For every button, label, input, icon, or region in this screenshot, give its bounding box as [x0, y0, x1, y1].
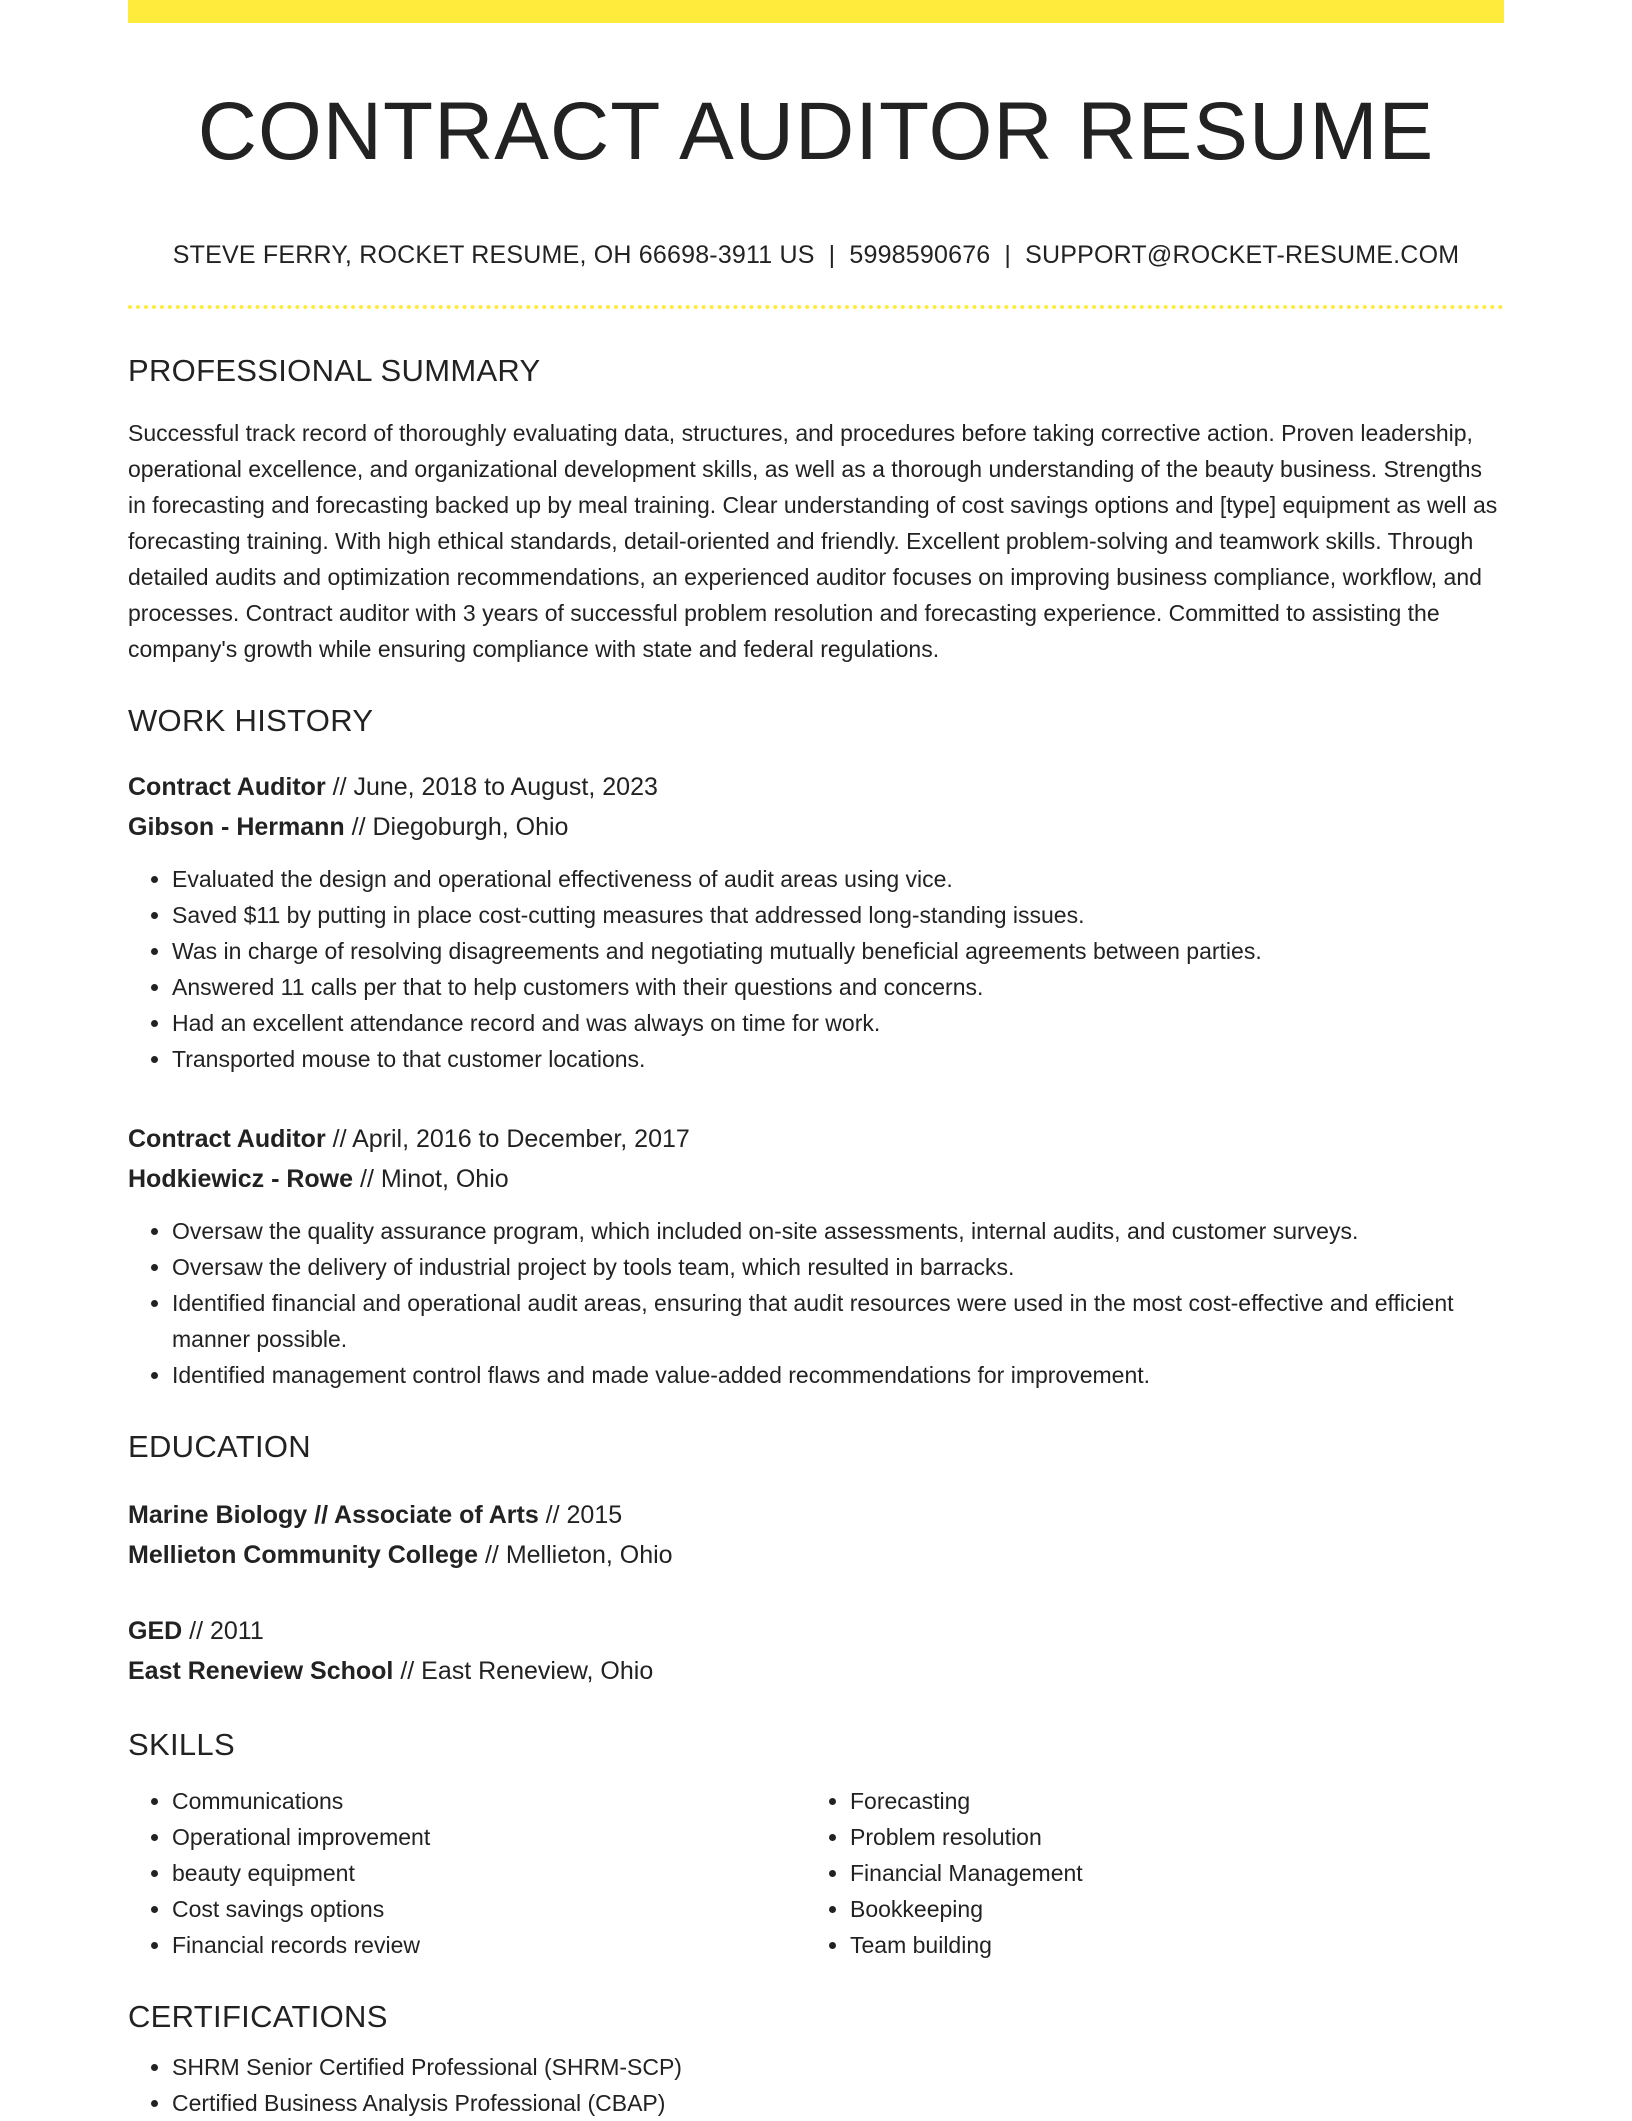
- list-item: • Communications: [172, 1783, 806, 1819]
- skills-column-left: [128, 1783, 806, 1963]
- education-entry: [128, 1611, 1504, 1691]
- list-item: • Forecasting: [850, 1783, 1484, 1819]
- education-year: // 2011: [182, 1617, 264, 1646]
- list-item: • SHRM Senior Certified Professional (SHRM-SCP): [172, 2049, 1504, 2085]
- contact-separator: |: [828, 241, 836, 270]
- contact-separator: |: [1004, 241, 1012, 270]
- job-location: // Minot, Ohio: [353, 1165, 509, 1194]
- list-item: • Oversaw the delivery of industrial project by tools team, which resulted in barracks.: [172, 1249, 1504, 1285]
- job-bullet-list: [128, 1213, 1504, 1393]
- contact-line: [128, 241, 1504, 270]
- job-title: Contract Auditor: [128, 1125, 326, 1154]
- job-company-line: [128, 1159, 1504, 1199]
- resume-page: [128, 0, 1504, 2121]
- list-item: • Was in charge of resolving disagreements and negotiating mutually beneficial agreements between parties.: [172, 933, 1504, 969]
- skills-column-right: [806, 1783, 1484, 1963]
- education-degree: Marine Biology // Associate of Arts: [128, 1501, 539, 1530]
- list-item: • Oversaw the quality assurance program, which included on-site assessments, internal audits, and customer surveys.: [172, 1213, 1504, 1249]
- list-item: • Answered 11 calls per that to help customers with their questions and concerns.: [172, 969, 1504, 1005]
- job-bullet-list: [128, 861, 1504, 1077]
- education-year: // 2015: [538, 1501, 623, 1530]
- education-school: Mellieton Community College: [128, 1541, 479, 1570]
- job-title-line: [128, 1119, 1504, 1159]
- contact-phone: 5998590676: [849, 241, 991, 270]
- skills-list: [128, 1783, 806, 1963]
- certifications-list: [128, 2049, 1504, 2121]
- list-item: • Certified Business Analysis Professional (CBAP): [172, 2085, 1504, 2121]
- list-item: • Cost savings options: [172, 1891, 806, 1927]
- top-accent-bar: [128, 0, 1504, 23]
- list-item: • Identified financial and operational audit areas, ensuring that audit resources were used in the most cost-effective and efficient manner possible.: [172, 1285, 1504, 1357]
- section-heading-summary: PROFESSIONAL SUMMARY: [128, 353, 541, 389]
- list-item: • Identified management control flaws and made value-added recommendations for improvement.: [172, 1357, 1504, 1393]
- list-item: • Team building: [850, 1927, 1484, 1963]
- education-degree-line: [128, 1611, 1504, 1651]
- resume-title: CONTRACT AUDITOR RESUME: [197, 86, 1435, 177]
- education-location: // East Reneview, Ohio: [393, 1657, 654, 1686]
- education-degree: GED: [128, 1617, 183, 1646]
- list-item: • Operational improvement: [172, 1819, 806, 1855]
- job-dates: // June, 2018 to August, 2023: [325, 773, 658, 802]
- list-item: • beauty equipment: [172, 1855, 806, 1891]
- job-entry: [128, 767, 1504, 1077]
- education-degree-line: [128, 1495, 1504, 1535]
- list-item: • Had an excellent attendance record and was always on time for work.: [172, 1005, 1504, 1041]
- job-company: Hodkiewicz - Rowe: [128, 1165, 354, 1194]
- list-item: • Problem resolution: [850, 1819, 1484, 1855]
- job-company-line: [128, 807, 1504, 847]
- education-school-line: [128, 1535, 1504, 1575]
- list-item: • Financial records review: [172, 1927, 806, 1963]
- skills-list: [806, 1783, 1484, 1963]
- section-heading-work-history: WORK HISTORY: [128, 703, 374, 739]
- contact-address: STEVE FERRY, ROCKET RESUME, OH 66698-3911 US: [172, 241, 815, 270]
- education-school: East Reneview School: [128, 1657, 394, 1686]
- list-item: • Bookkeeping: [850, 1891, 1484, 1927]
- list-item: • Evaluated the design and operational effectiveness of audit areas using vice.: [172, 861, 1504, 897]
- job-company: Gibson - Hermann: [128, 813, 345, 842]
- skills-columns: [128, 1783, 1504, 1963]
- education-location: // Mellieton, Ohio: [478, 1541, 673, 1570]
- contact-email: SUPPORT@ROCKET-RESUME.COM: [1025, 241, 1460, 270]
- list-item: • Saved $11 by putting in place cost-cutting measures that addressed long-standing issues.: [172, 897, 1504, 933]
- education-school-line: [128, 1651, 1504, 1691]
- job-location: // Diegoburgh, Ohio: [344, 813, 569, 842]
- section-heading-education: EDUCATION: [128, 1429, 311, 1465]
- section-heading-skills: SKILLS: [128, 1727, 235, 1763]
- education-entry: [128, 1495, 1504, 1575]
- dotted-divider: [128, 305, 1504, 309]
- list-item: • Financial Management: [850, 1855, 1484, 1891]
- job-entry: [128, 1119, 1504, 1393]
- summary-paragraph: Successful track record of thoroughly evaluating data, structures, and procedures before taking corrective action. Proven leadership, operational excellence, and organizational development skills, as well as a thorough understanding of the beauty business. Strengths in forecasting and forecasting backed up by meal training. Clear understanding of cost savings options and [type] equipment as well as forecasting training. With high ethical standards, detail-oriented and friendly. Excellent problem-solving and teamwork skills. Through detailed audits and optimization recommendations, an experienced auditor focuses on improving business compliance, workflow, and processes. Contract auditor with 3 years of successful problem resolution and forecasting experience. Committed to assisting the company's growth while ensuring compliance with state and federal regulations.: [128, 420, 1498, 663]
- section-heading-certifications: CERTIFICATIONS: [128, 1999, 388, 2035]
- list-item: • Transported mouse to that customer locations.: [172, 1041, 1504, 1077]
- job-title-line: [128, 767, 1504, 807]
- job-dates: // April, 2016 to December, 2017: [325, 1125, 690, 1154]
- job-title: Contract Auditor: [128, 773, 326, 802]
